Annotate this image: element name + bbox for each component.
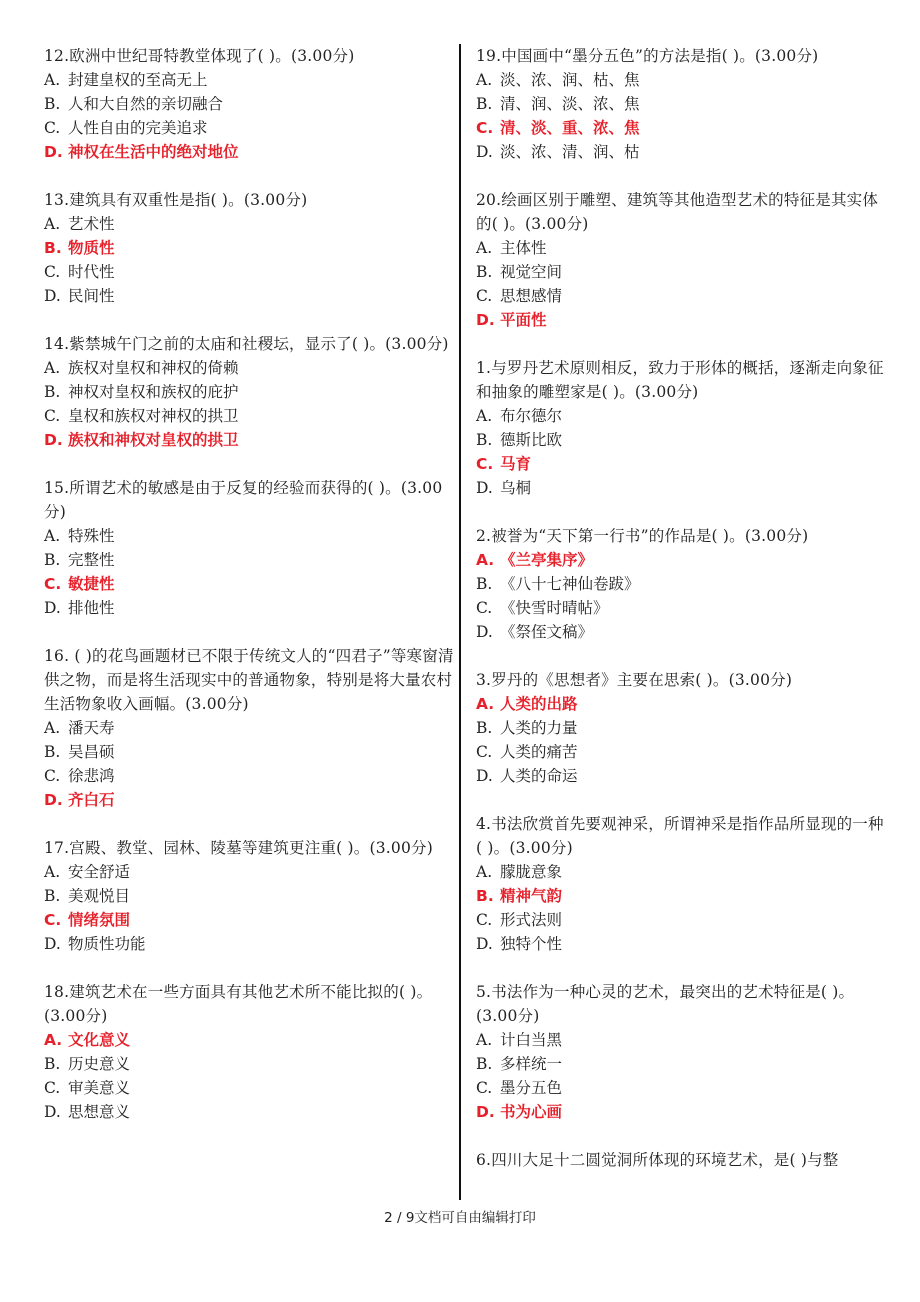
question-block [476, 980, 884, 1124]
option-text: 安全舒适 [68, 863, 131, 881]
option-text: 潘天寿 [68, 719, 115, 737]
answer-option-correct [476, 452, 884, 476]
option-text: 独特个性 [500, 935, 563, 953]
answer-option-correct [476, 884, 884, 908]
answer-option-correct [44, 908, 456, 932]
option-key: D. [476, 479, 493, 497]
question-text: 1.与罗丹艺术原则相反，致力于形体的概括，逐渐走向象征和抽象的雕塑家是( )。(3.00分) [476, 359, 884, 401]
option-text: 形式法则 [500, 911, 563, 929]
right-column [476, 44, 884, 1196]
option-text: 淡、浓、清、润、枯 [500, 143, 640, 161]
option-key: A. [476, 407, 493, 425]
question-block [44, 188, 456, 308]
left-column [44, 44, 456, 1148]
answer-option [44, 380, 456, 404]
answer-option [476, 860, 884, 884]
option-text: 《快雪时晴帖》 [500, 599, 609, 617]
answer-option-correct [44, 1028, 456, 1052]
answer-option [476, 236, 884, 260]
answer-option [476, 596, 884, 620]
question-block [44, 332, 456, 452]
column-divider [459, 44, 461, 1200]
option-text: 敏捷性 [68, 575, 115, 593]
answer-option [44, 1076, 456, 1100]
answer-option [476, 92, 884, 116]
question-block [476, 188, 884, 332]
option-key: C. [44, 119, 61, 137]
option-key: B. [476, 95, 493, 113]
option-text: 神权在生活中的绝对地位 [68, 143, 239, 161]
answer-option-correct [476, 308, 884, 332]
answer-option-correct [44, 236, 456, 260]
option-text: 族权对皇权和神权的倚赖 [68, 359, 239, 377]
option-key: B. [476, 263, 493, 281]
question-text: 2.被誉为“天下第一行书”的作品是( )。(3.00分) [476, 527, 809, 545]
answer-option [476, 716, 884, 740]
option-key: B. [44, 95, 61, 113]
answer-option [476, 68, 884, 92]
option-key: C. [476, 455, 494, 473]
answer-option [476, 428, 884, 452]
option-text: 淡、浓、润、枯、焦 [500, 71, 640, 89]
question-block [44, 980, 456, 1124]
option-key: D. [44, 599, 61, 617]
answer-option [476, 740, 884, 764]
option-text: 计白当黑 [500, 1031, 563, 1049]
answer-option [476, 140, 884, 164]
question-block [476, 44, 884, 164]
option-key: B. [476, 719, 493, 737]
answer-option [476, 476, 884, 500]
answer-option [44, 404, 456, 428]
option-key: A. [44, 359, 61, 377]
answer-option [476, 620, 884, 644]
option-text: 民间性 [68, 287, 115, 305]
answer-option [44, 548, 456, 572]
option-text: 布尔德尔 [500, 407, 563, 425]
option-text: 乌桐 [500, 479, 532, 497]
option-key: B. [44, 887, 61, 905]
answer-option-correct [476, 116, 884, 140]
option-key: A. [44, 71, 61, 89]
option-key: C. [476, 287, 493, 305]
option-key: D. [44, 791, 63, 809]
question-text: 4.书法欣赏首先要观神采，所谓神采是指作品所显现的一种( )。(3.00分) [476, 815, 884, 857]
question-block [44, 476, 456, 620]
option-text: 皇权和族权对神权的拱卫 [68, 407, 239, 425]
answer-option-correct [44, 572, 456, 596]
option-text: 艺术性 [68, 215, 115, 233]
question-block [476, 356, 884, 500]
answer-option [44, 260, 456, 284]
answer-option [476, 404, 884, 428]
option-text: 审美意义 [68, 1079, 131, 1097]
option-text: 历史意义 [68, 1055, 131, 1073]
option-text: 人类的力量 [500, 719, 578, 737]
question-block [476, 1148, 884, 1172]
option-text: 人类的出路 [500, 695, 578, 713]
question-block [44, 44, 456, 164]
option-text: 特殊性 [68, 527, 115, 545]
option-key: B. [44, 239, 62, 257]
answer-option [44, 284, 456, 308]
option-text: 墨分五色 [500, 1079, 563, 1097]
answer-option [44, 68, 456, 92]
option-key: B. [476, 575, 493, 593]
option-text: 人和大自然的亲切融合 [68, 95, 224, 113]
option-text: 多样统一 [500, 1055, 563, 1073]
option-text: 书为心画 [500, 1103, 563, 1121]
answer-option [476, 1028, 884, 1052]
option-text: 情绪氛围 [68, 911, 131, 929]
answer-option [44, 116, 456, 140]
page-footer: 2 / 9文档可自由编辑打印 [384, 1210, 536, 1226]
option-text: 族权和神权对皇权的拱卫 [68, 431, 239, 449]
question-text: 16. ( )的花鸟画题材已不限于传统文人的“四君子”等寒窗清供之物，而是将生活现实中的普通物象，特别是将大量农村生活物象收入画幅。(3.00分) [44, 647, 454, 713]
option-key: D. [44, 1103, 61, 1121]
option-key: A. [44, 215, 61, 233]
option-text: 物质性 [68, 239, 115, 257]
answer-option-correct [476, 548, 884, 572]
answer-option [44, 92, 456, 116]
option-text: 齐白石 [68, 791, 115, 809]
answer-option [44, 212, 456, 236]
option-text: 美观悦目 [68, 887, 131, 905]
answer-option [44, 932, 456, 956]
option-key: C. [476, 743, 493, 761]
option-key: A. [44, 1031, 63, 1049]
question-text: 14.紫禁城午门之前的太庙和社稷坛，显示了( )。(3.00分) [44, 335, 449, 353]
option-key: C. [44, 911, 62, 929]
answer-option [44, 524, 456, 548]
answer-option [44, 356, 456, 380]
option-key: A. [476, 863, 493, 881]
option-text: 人类的痛苦 [500, 743, 578, 761]
option-text: 人性自由的完美追求 [68, 119, 208, 137]
option-key: D. [44, 143, 63, 161]
option-text: 德斯比欧 [500, 431, 563, 449]
option-key: C. [44, 263, 61, 281]
option-key: A. [44, 527, 61, 545]
option-key: B. [44, 1055, 61, 1073]
answer-option [44, 716, 456, 740]
option-key: D. [44, 935, 61, 953]
answer-option [44, 1052, 456, 1076]
answer-option [44, 1100, 456, 1124]
option-key: C. [476, 599, 493, 617]
option-key: C. [44, 575, 62, 593]
option-text: 《兰亭集序》 [500, 551, 594, 569]
answer-option-correct [476, 692, 884, 716]
option-key: B. [476, 1055, 493, 1073]
option-key: C. [476, 1079, 493, 1097]
option-text: 排他性 [68, 599, 115, 617]
option-key: A. [44, 719, 61, 737]
option-text: 完整性 [68, 551, 115, 569]
answer-option-correct [476, 1100, 884, 1124]
question-block [476, 524, 884, 644]
option-text: 文化意义 [68, 1031, 131, 1049]
option-text: 思想意义 [68, 1103, 131, 1121]
answer-option-correct [44, 428, 456, 452]
answer-option [476, 908, 884, 932]
option-text: 吴昌硕 [68, 743, 115, 761]
answer-option [44, 860, 456, 884]
question-text: 6.四川大足十二圆觉洞所体现的环境艺术，是( )与整 [476, 1151, 839, 1169]
option-key: C. [44, 407, 61, 425]
option-key: C. [476, 119, 494, 137]
option-text: 封建皇权的至高无上 [68, 71, 208, 89]
option-text: 清、润、淡、浓、焦 [500, 95, 640, 113]
question-text: 12.欧洲中世纪哥特教堂体现了( )。(3.00分) [44, 47, 355, 65]
option-key: C. [44, 1079, 61, 1097]
answer-option [476, 932, 884, 956]
question-text: 5.书法作为一种心灵的艺术，最突出的艺术特征是( )。(3.00分) [476, 983, 855, 1025]
answer-option [476, 1052, 884, 1076]
question-block [476, 812, 884, 956]
option-key: A. [476, 71, 493, 89]
option-text: 《八十七神仙卷跋》 [500, 575, 640, 593]
option-text: 思想感情 [500, 287, 563, 305]
answer-option [476, 260, 884, 284]
option-key: B. [44, 551, 61, 569]
option-key: B. [44, 743, 61, 761]
option-key: A. [476, 695, 495, 713]
answer-option [44, 596, 456, 620]
option-key: D. [476, 935, 493, 953]
option-text: 时代性 [68, 263, 115, 281]
question-block [44, 836, 456, 956]
option-key: B. [44, 383, 61, 401]
option-text: 精神气韵 [500, 887, 563, 905]
question-text: 18.建筑艺术在一些方面具有其他艺术所不能比拟的( )。(3.00分) [44, 983, 433, 1025]
option-key: B. [476, 431, 493, 449]
option-key: D. [476, 143, 493, 161]
option-key: D. [44, 287, 61, 305]
option-key: D. [476, 623, 493, 641]
option-text: 神权对皇权和族权的庇护 [68, 383, 239, 401]
answer-option [44, 740, 456, 764]
option-text: 视觉空间 [500, 263, 563, 281]
option-text: 清、淡、重、浓、焦 [500, 119, 640, 137]
option-key: A. [476, 1031, 493, 1049]
question-text: 20.绘画区别于雕塑、建筑等其他造型艺术的特征是其实体的( )。(3.00分) [476, 191, 879, 233]
option-key: A. [44, 863, 61, 881]
question-text: 15.所谓艺术的敏感是由于反复的经验而获得的( )。(3.00分) [44, 479, 443, 521]
answer-option [476, 284, 884, 308]
question-text: 17.宫殿、教堂、园林、陵墓等建筑更注重( )。(3.00分) [44, 839, 433, 857]
option-key: D. [476, 1103, 495, 1121]
option-key: B. [476, 887, 494, 905]
option-text: 马育 [500, 455, 532, 473]
question-block [476, 668, 884, 788]
answer-option [476, 1076, 884, 1100]
question-text: 3.罗丹的《思想者》主要在思索( )。(3.00分) [476, 671, 793, 689]
question-text: 13.建筑具有双重性是指( )。(3.00分) [44, 191, 308, 209]
question-block [44, 644, 456, 812]
option-text: 主体性 [500, 239, 547, 257]
option-text: 朦胧意象 [500, 863, 563, 881]
option-text: 人类的命运 [500, 767, 578, 785]
answer-option [476, 572, 884, 596]
option-key: C. [476, 911, 493, 929]
option-key: D. [476, 311, 495, 329]
answer-option-correct [44, 140, 456, 164]
question-text: 19.中国画中“墨分五色”的方法是指( )。(3.00分) [476, 47, 819, 65]
option-key: D. [476, 767, 493, 785]
answer-option [44, 764, 456, 788]
answer-option [44, 884, 456, 908]
option-text: 物质性功能 [68, 935, 146, 953]
answer-option [476, 764, 884, 788]
answer-option-correct [44, 788, 456, 812]
option-text: 《祭侄文稿》 [500, 623, 594, 641]
option-key: C. [44, 767, 61, 785]
option-text: 平面性 [500, 311, 547, 329]
option-key: A. [476, 239, 493, 257]
option-key: A. [476, 551, 495, 569]
option-text: 徐悲鸿 [68, 767, 115, 785]
option-key: D. [44, 431, 63, 449]
